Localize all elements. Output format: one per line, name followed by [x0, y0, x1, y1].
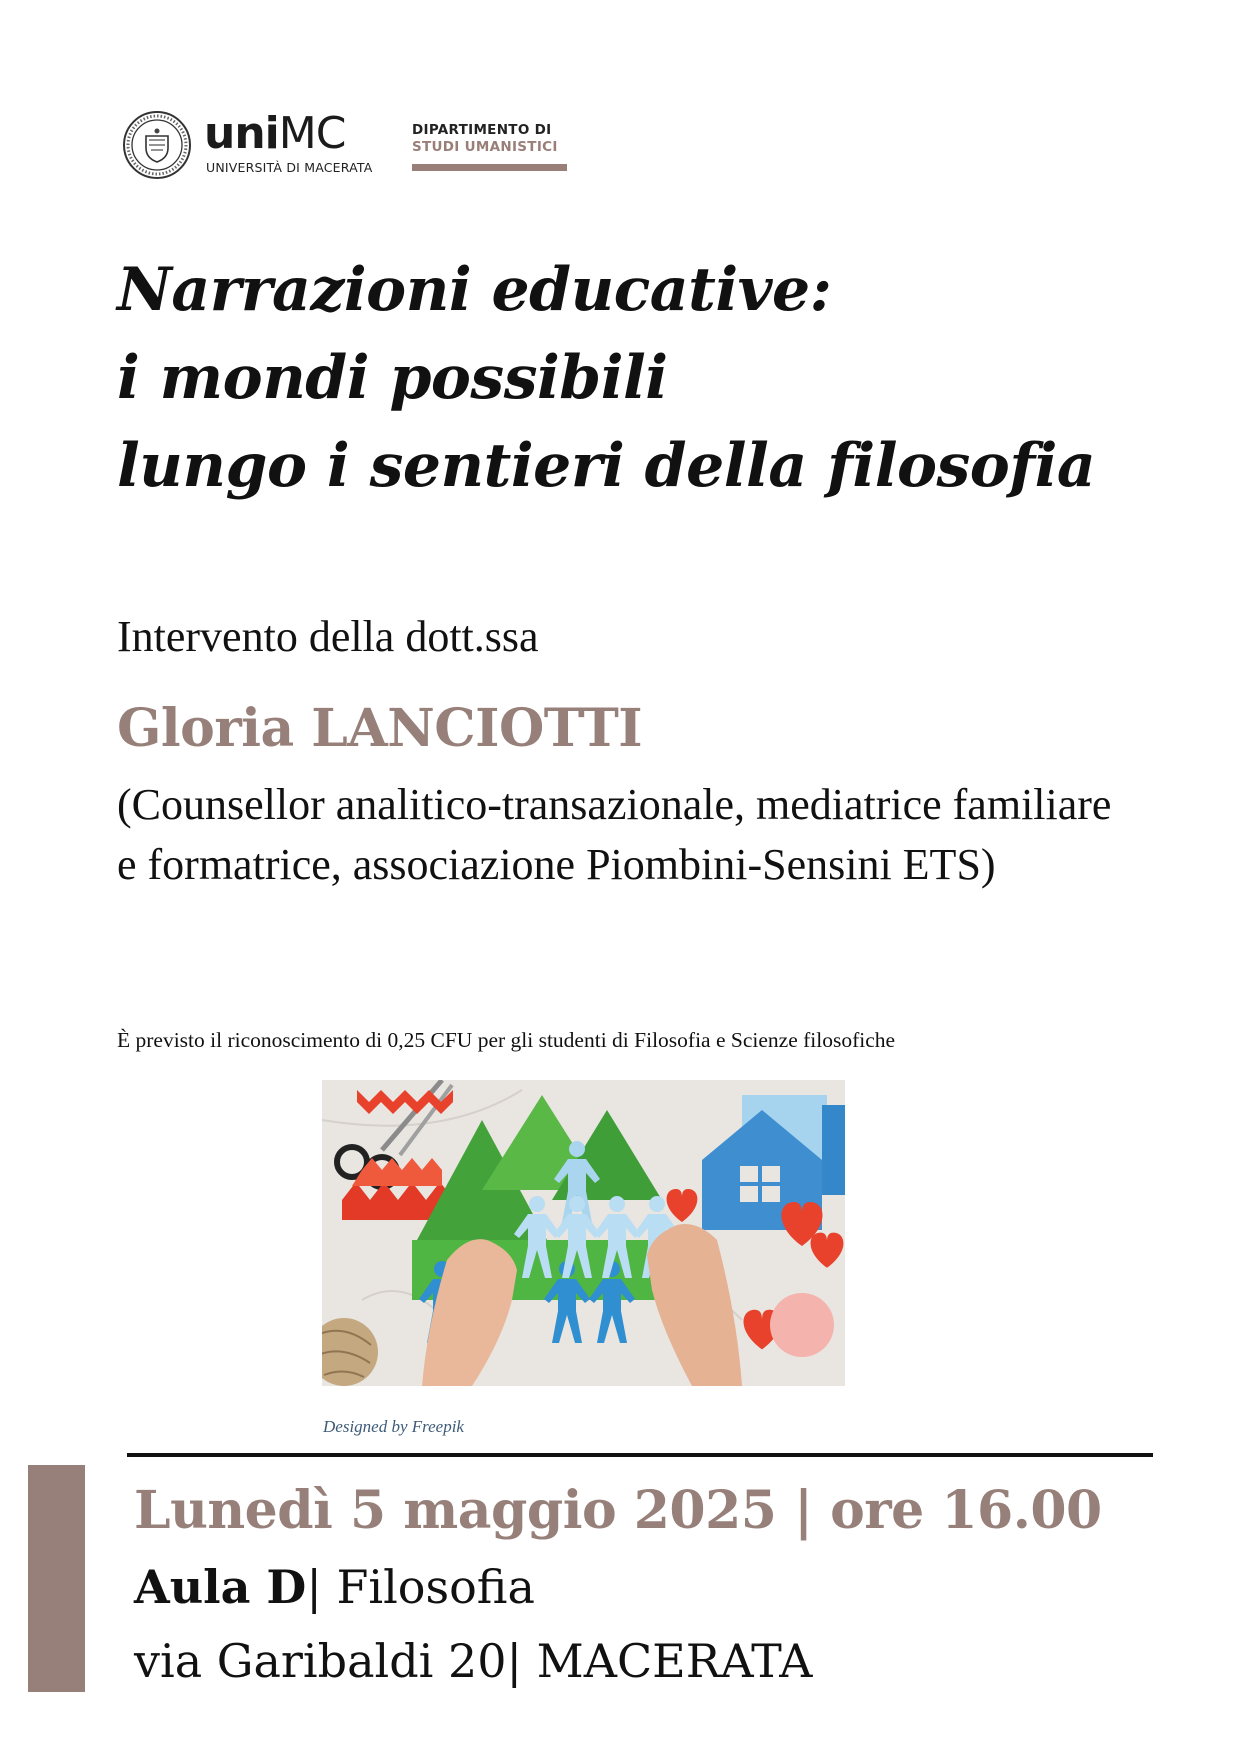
footer-divider [127, 1453, 1153, 1457]
room-building: | Filosofia [306, 1560, 535, 1614]
title-line-1: Narrazioni educative: [117, 255, 832, 325]
logo-wordmark: uniMC [204, 108, 346, 159]
event-date-time: Lunedì 5 maggio 2025 | ore 16.00 [134, 1480, 1102, 1541]
speaker-affiliation: (Counsellor analitico-transazionale, mediatrice familiare e formatrice, associazione Piombini-Sensini ETS) [117, 780, 1112, 889]
intro-text: Intervento della dott.ssa [117, 612, 539, 661]
image-credit: Designed by Freepik [323, 1417, 464, 1436]
title-line-3: lungo i sentieri della filosofia [117, 431, 1096, 501]
room-name: Aula D [134, 1560, 307, 1614]
department-block [412, 122, 567, 171]
university-seal-icon [122, 110, 192, 180]
event-address: via Garibaldi 20| MACERATA [134, 1634, 813, 1688]
paper-people-illustration [322, 1080, 845, 1386]
university-logo [122, 110, 582, 182]
university-name: UNIVERSITÀ DI MACERATA [206, 160, 373, 175]
department-line-2: STUDI UMANISTICI [412, 139, 558, 155]
event-title [117, 246, 1177, 510]
event-room [134, 1557, 535, 1617]
accent-side-bar [28, 1465, 85, 1692]
speaker-name: Gloria LANCIOTTI [117, 698, 643, 759]
paper-cutout-scene [322, 1080, 845, 1386]
cfu-note: È previsto il riconoscimento di 0,25 CFU per gli studenti di Filosofia e Scienze filosofiche [117, 1028, 896, 1052]
title-line-2: i mondi possibili [117, 343, 668, 413]
department-underline [412, 164, 567, 171]
department-line-1: DIPARTIMENTO DI [412, 122, 552, 138]
